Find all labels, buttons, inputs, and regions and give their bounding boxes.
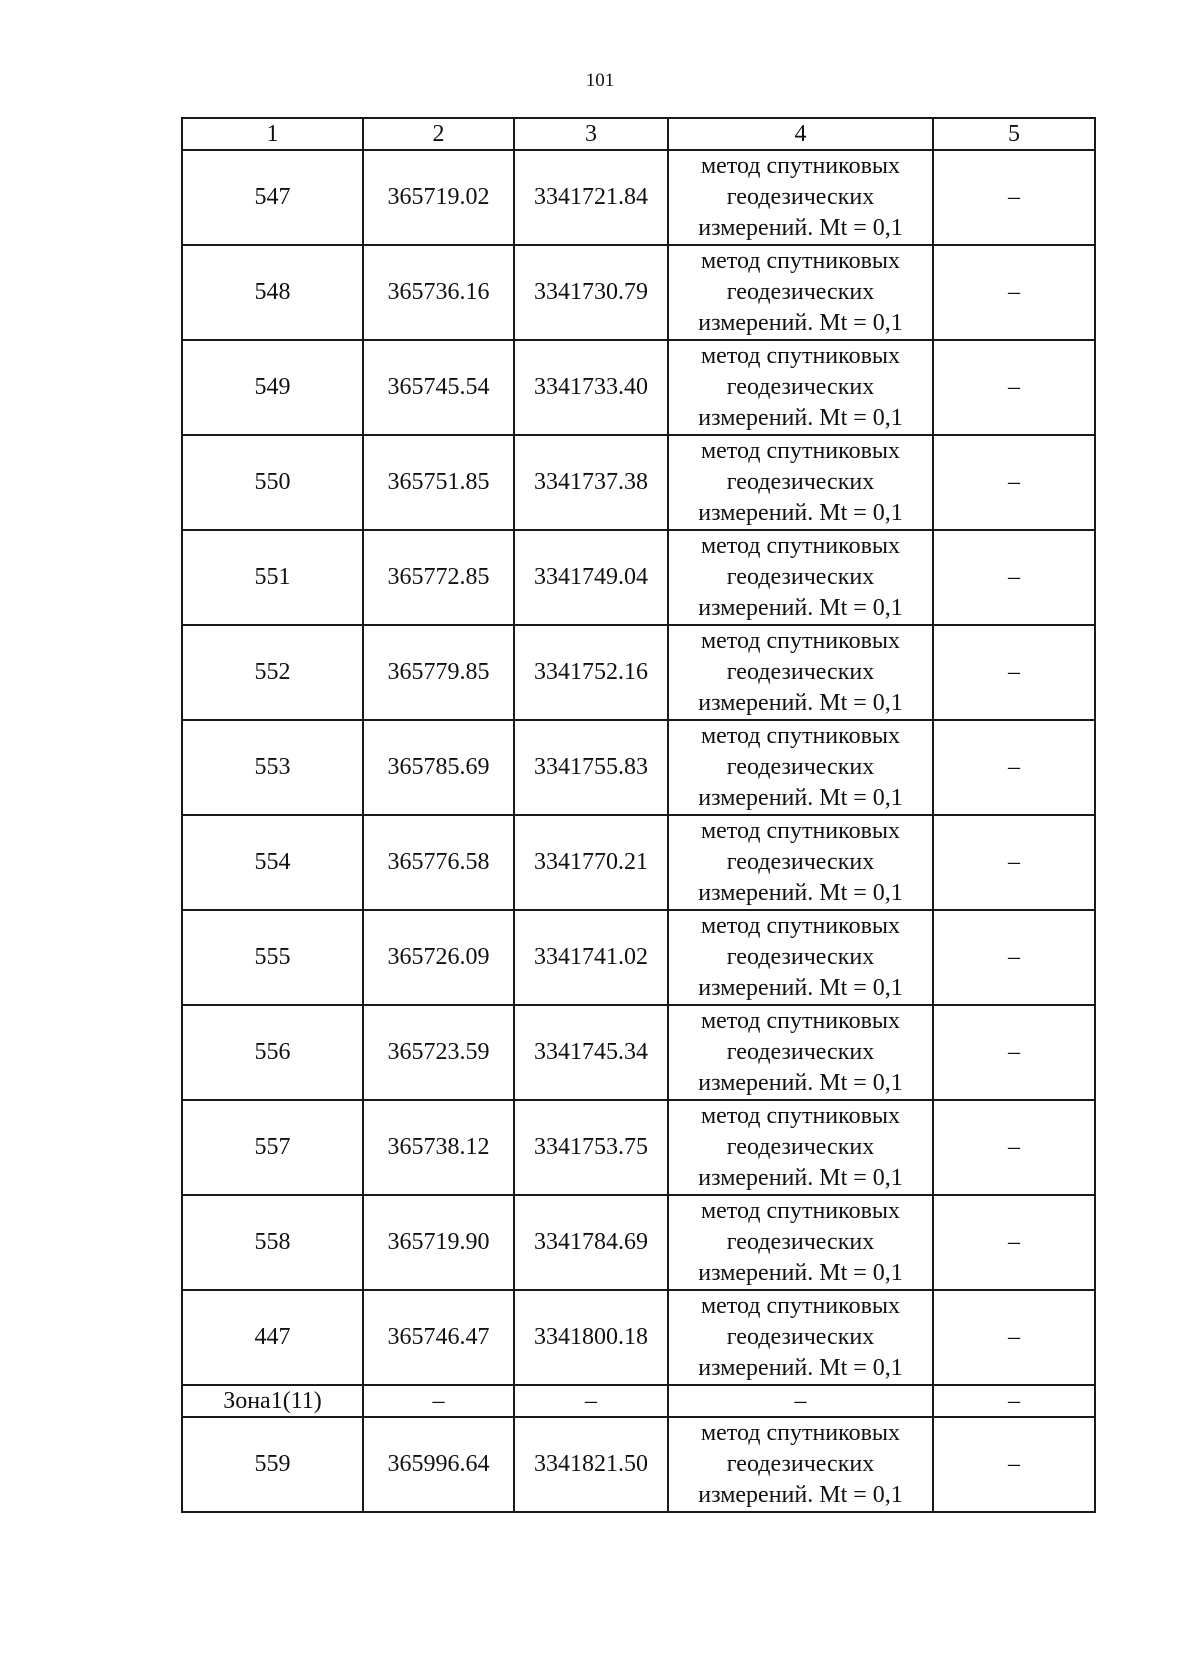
method-text-line: измерений. Mt = 0,1 [698, 785, 903, 811]
point-number-cell: 447 [182, 1290, 363, 1385]
method-text-line: измерений. Mt = 0,1 [698, 1165, 903, 1191]
note-cell: – [933, 1195, 1095, 1290]
point-number-cell: 558 [182, 1195, 363, 1290]
x-coordinate-cell: 365751.85 [363, 435, 514, 530]
y-coordinate-cell: 3341733.40 [514, 340, 668, 435]
method-text-line: геодезических [726, 469, 875, 495]
table-row [182, 435, 1095, 530]
x-coordinate-cell: 365746.47 [363, 1290, 514, 1385]
note-cell: – [933, 435, 1095, 530]
table-row [182, 910, 1095, 1005]
table-row [182, 1290, 1095, 1385]
x-coordinate-cell: 365726.09 [363, 910, 514, 1005]
point-number-cell: 551 [182, 530, 363, 625]
note-cell: – [933, 720, 1095, 815]
note-cell: – [933, 245, 1095, 340]
note-cell: – [933, 340, 1095, 435]
zone-row [182, 1385, 1095, 1417]
method-text-line: измерений. Mt = 0,1 [698, 690, 903, 716]
method-cell [668, 245, 933, 340]
table-row [182, 720, 1095, 815]
y-coordinate-cell: 3341752.16 [514, 625, 668, 720]
method-text-line: измерений. Mt = 0,1 [698, 1482, 903, 1508]
y-coordinate-cell: 3341770.21 [514, 815, 668, 910]
point-number-cell: 555 [182, 910, 363, 1005]
method-text-line: геодезических [726, 374, 875, 400]
note-cell: – [933, 815, 1095, 910]
method-text-line: метод спутниковых [700, 248, 901, 274]
zone-label-cell: Зона1(11) [182, 1385, 363, 1417]
method-cell [668, 150, 933, 245]
column-header-4: 4 [668, 118, 933, 150]
table-row [182, 150, 1095, 245]
column-header-5: 5 [933, 118, 1095, 150]
table-row [182, 340, 1095, 435]
y-coordinate-cell: 3341755.83 [514, 720, 668, 815]
table-row [182, 1417, 1095, 1512]
method-cell [668, 340, 933, 435]
method-text-line: геодезических [726, 754, 875, 780]
point-number-cell: 547 [182, 150, 363, 245]
x-coordinate-cell: 365719.90 [363, 1195, 514, 1290]
note-cell: – [933, 910, 1095, 1005]
method-text-line: метод спутниковых [700, 628, 901, 654]
method-text-line: геодезических [726, 1229, 875, 1255]
method-text-line: измерений. Mt = 0,1 [698, 405, 903, 431]
method-cell [668, 815, 933, 910]
y-coordinate-cell: 3341730.79 [514, 245, 668, 340]
zone-dash-cell: – [363, 1385, 514, 1417]
method-text-line: геодезических [726, 1324, 875, 1350]
table-row [182, 625, 1095, 720]
page-number: 101 [585, 70, 615, 91]
table-row [182, 1195, 1095, 1290]
method-cell [668, 435, 933, 530]
y-coordinate-cell: 3341737.38 [514, 435, 668, 530]
method-text-line: метод спутниковых [700, 1008, 901, 1034]
y-coordinate-cell: 3341741.02 [514, 910, 668, 1005]
y-coordinate-cell: 3341784.69 [514, 1195, 668, 1290]
y-coordinate-cell: 3341721.84 [514, 150, 668, 245]
method-text-line: геодезических [726, 184, 875, 210]
table-row [182, 1005, 1095, 1100]
method-text-line: измерений. Mt = 0,1 [698, 310, 903, 336]
x-coordinate-cell: 365776.58 [363, 815, 514, 910]
point-number-cell: 556 [182, 1005, 363, 1100]
method-text-line: метод спутниковых [700, 343, 901, 369]
method-text-line: измерений. Mt = 0,1 [698, 500, 903, 526]
note-cell: – [933, 1100, 1095, 1195]
table-row [182, 530, 1095, 625]
method-text-line: метод спутниковых [700, 438, 901, 464]
method-text-line: измерений. Mt = 0,1 [698, 880, 903, 906]
method-cell [668, 1195, 933, 1290]
y-coordinate-cell: 3341821.50 [514, 1417, 668, 1512]
point-number-cell: 550 [182, 435, 363, 530]
method-cell [668, 1005, 933, 1100]
x-coordinate-cell: 365785.69 [363, 720, 514, 815]
method-text-line: измерений. Mt = 0,1 [698, 975, 903, 1001]
x-coordinate-cell: 365772.85 [363, 530, 514, 625]
method-text-line: метод спутниковых [700, 723, 901, 749]
note-cell: – [933, 1290, 1095, 1385]
table-row [182, 245, 1095, 340]
note-cell: – [933, 1417, 1095, 1512]
method-text-line: метод спутниковых [700, 153, 901, 179]
method-text-line: метод спутниковых [700, 1293, 901, 1319]
method-text-line: геодезических [726, 944, 875, 970]
method-text-line: геодезических [726, 659, 875, 685]
table-body [182, 118, 1095, 1512]
y-coordinate-cell: 3341753.75 [514, 1100, 668, 1195]
method-text-line: метод спутниковых [700, 818, 901, 844]
method-text-line: геодезических [726, 1451, 875, 1477]
table-header-row [182, 118, 1095, 150]
point-number-cell: 549 [182, 340, 363, 435]
method-cell [668, 625, 933, 720]
method-text-line: измерений. Mt = 0,1 [698, 595, 903, 621]
note-cell: – [933, 150, 1095, 245]
x-coordinate-cell: 365736.16 [363, 245, 514, 340]
method-cell [668, 1290, 933, 1385]
method-text-line: измерений. Mt = 0,1 [698, 1260, 903, 1286]
point-number-cell: 548 [182, 245, 363, 340]
method-text-line: геодезических [726, 279, 875, 305]
point-number-cell: 557 [182, 1100, 363, 1195]
method-cell [668, 910, 933, 1005]
note-cell: – [933, 625, 1095, 720]
y-coordinate-cell: 3341800.18 [514, 1290, 668, 1385]
method-text-line: геодезических [726, 1039, 875, 1065]
method-cell [668, 1100, 933, 1195]
method-text-line: метод спутниковых [700, 1198, 901, 1224]
coordinates-table [181, 117, 1096, 1513]
table-row [182, 1100, 1095, 1195]
method-text-line: измерений. Mt = 0,1 [698, 215, 903, 241]
y-coordinate-cell: 3341745.34 [514, 1005, 668, 1100]
note-cell: – [933, 1005, 1095, 1100]
method-cell [668, 720, 933, 815]
method-text-line: измерений. Mt = 0,1 [698, 1070, 903, 1096]
method-cell [668, 1417, 933, 1512]
column-header-2: 2 [363, 118, 514, 150]
point-number-cell: 559 [182, 1417, 363, 1512]
y-coordinate-cell: 3341749.04 [514, 530, 668, 625]
point-number-cell: 552 [182, 625, 363, 720]
x-coordinate-cell: 365719.02 [363, 150, 514, 245]
table-row [182, 815, 1095, 910]
point-number-cell: 554 [182, 815, 363, 910]
zone-dash-cell: – [514, 1385, 668, 1417]
point-number-cell: 553 [182, 720, 363, 815]
method-text-line: метод спутниковых [700, 533, 901, 559]
column-header-3: 3 [514, 118, 668, 150]
zone-dash-cell: – [933, 1385, 1095, 1417]
method-text-line: геодезических [726, 849, 875, 875]
x-coordinate-cell: 365996.64 [363, 1417, 514, 1512]
method-text-line: измерений. Mt = 0,1 [698, 1355, 903, 1381]
zone-dash-cell: – [668, 1385, 933, 1417]
method-cell [668, 530, 933, 625]
method-text-line: геодезических [726, 564, 875, 590]
x-coordinate-cell: 365738.12 [363, 1100, 514, 1195]
x-coordinate-cell: 365723.59 [363, 1005, 514, 1100]
x-coordinate-cell: 365745.54 [363, 340, 514, 435]
x-coordinate-cell: 365779.85 [363, 625, 514, 720]
method-text-line: геодезических [726, 1134, 875, 1160]
method-text-line: метод спутниковых [700, 1103, 901, 1129]
column-header-1: 1 [182, 118, 363, 150]
note-cell: – [933, 530, 1095, 625]
method-text-line: метод спутниковых [700, 913, 901, 939]
method-text-line: метод спутниковых [700, 1420, 901, 1446]
